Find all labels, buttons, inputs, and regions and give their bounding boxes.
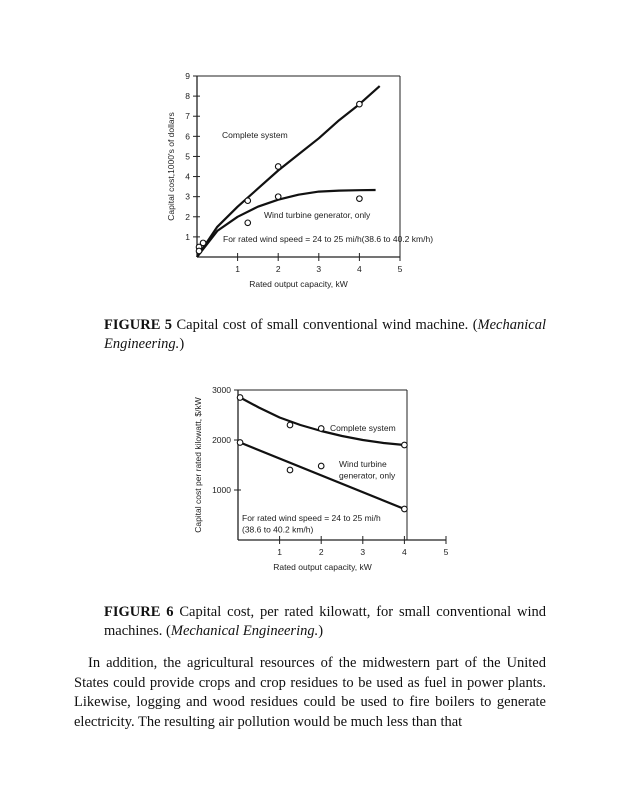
figure-6-caption: FIGURE 6 Capital cost, per rated kilowatt, for small conventional wind machines. (Mechanical Engineering.) — [104, 604, 547, 639]
fig6-x-tick-label: 2 — [318, 547, 324, 557]
figure-6-chart — [185, 378, 465, 578]
fig6-series-2-point — [318, 463, 324, 469]
fig5-annotation-3: For rated wind speed = 24 to 25 mi/h(38.6 to 40.2 km/h) — [223, 234, 434, 244]
fig6-x-tick-label: 3 — [360, 547, 366, 557]
fig5-y-axis-title: Capital cost,1000's of dollars — [166, 112, 176, 221]
fig6-annotation-2: Wind turbine — [339, 459, 387, 469]
fig6-x-tick-label: 1 — [277, 547, 282, 557]
fig5-x-tick-label: 5 — [397, 264, 403, 274]
fig5-series-2-point — [357, 196, 363, 202]
fig6-x-axis-title: Rated output capacity, kW — [273, 562, 372, 572]
fig5-y-tick-label: 2 — [185, 211, 190, 222]
fig6-x-tick-label: 4 — [402, 547, 407, 557]
fig6-series-1-point — [402, 442, 408, 448]
fig5-series-1-point — [275, 164, 281, 170]
fig5-y-tick-label: 4 — [185, 171, 190, 182]
fig6-series-1-line — [240, 398, 404, 446]
figure-5-caption-text: Capital cost of small conventional wind machine. — [176, 317, 469, 333]
fig5-x-tick-label: 1 — [235, 264, 240, 274]
fig5-x-tick-label: 3 — [316, 264, 322, 274]
fig6-x-tick-label: 5 — [443, 547, 449, 557]
fig6-annotation-2: generator, only — [339, 470, 396, 481]
fig5-series-2-point — [275, 194, 281, 200]
fig6-series-1-point — [318, 426, 324, 432]
fig6-series-2-point — [402, 506, 408, 512]
fig6-series-2-point — [237, 440, 243, 446]
figure-5-source: Mechanical Engineering. — [104, 317, 546, 352]
fig6-annotation-3: (38.6 to 40.2 km/h) — [242, 524, 314, 535]
fig6-annotation-3: For rated wind speed = 24 to 25 mi/h — [242, 513, 381, 523]
figure-6-caption-text: Capital cost, per rated kilowatt, for small conventional wind machines. — [104, 604, 547, 639]
fig5-y-tick-label: 7 — [185, 111, 190, 122]
fig5-x-tick-label: 2 — [275, 264, 281, 274]
fig6-y-tick-label: 2000 — [212, 435, 231, 445]
fig6-y-axis-title: Capital cost per rated kilowatt, $/kW — [193, 397, 203, 533]
figure-5-chart — [160, 65, 490, 290]
fig5-x-axis-title: Rated output capacity, kW — [249, 279, 348, 289]
fig5-y-tick-label: 1 — [185, 231, 190, 242]
figure-5-label: FIGURE 5 — [104, 317, 173, 333]
fig5-y-tick-label: 9 — [185, 71, 190, 81]
fig5-y-tick-label: 6 — [185, 131, 190, 142]
fig5-y-tick-label: 3 — [185, 191, 190, 202]
fig6-annotation-1: Complete system — [330, 423, 396, 433]
fig5-x-tick-label: 4 — [357, 264, 362, 274]
fig6-series-1-point — [287, 422, 293, 428]
figure-6-svg — [185, 378, 465, 578]
fig5-series-2-line — [197, 190, 376, 257]
figure-5-caption: FIGURE 5 Capital cost of small conventional wind machine. (Mechanical Engineering.) — [104, 317, 546, 352]
fig5-y-tick-label: 5 — [185, 151, 190, 162]
fig5-series-2-point — [196, 248, 202, 254]
fig5-y-tick-label: 8 — [185, 91, 190, 102]
figure-5-svg — [160, 65, 490, 290]
figure-6-label: FIGURE 6 — [104, 604, 174, 620]
fig5-series-1-point — [245, 198, 251, 204]
fig5-series-2-point — [245, 220, 251, 226]
body-paragraph: In addition, the agricultural resources of the midwestern part of the United States could provide crops and crop residues to be used as fuel in power plants. Likewise, logging and wood residues could be used to fire boilers to generate electricity. The resulting air pollution would be much less than that — [74, 655, 546, 730]
fig5-annotation-2: Wind turbine generator, only — [264, 210, 371, 220]
fig5-annotation-1: Complete system — [222, 130, 288, 140]
fig5-series-1-line — [197, 86, 380, 257]
fig6-series-2-point — [287, 467, 293, 473]
fig5-series-1-point — [357, 101, 363, 107]
fig6-y-tick-label: 3000 — [212, 385, 231, 395]
fig6-y-tick-label: 1000 — [212, 485, 231, 495]
fig6-series-1-point — [237, 395, 243, 401]
figure-6-source: Mechanical Engineering. — [170, 623, 319, 639]
